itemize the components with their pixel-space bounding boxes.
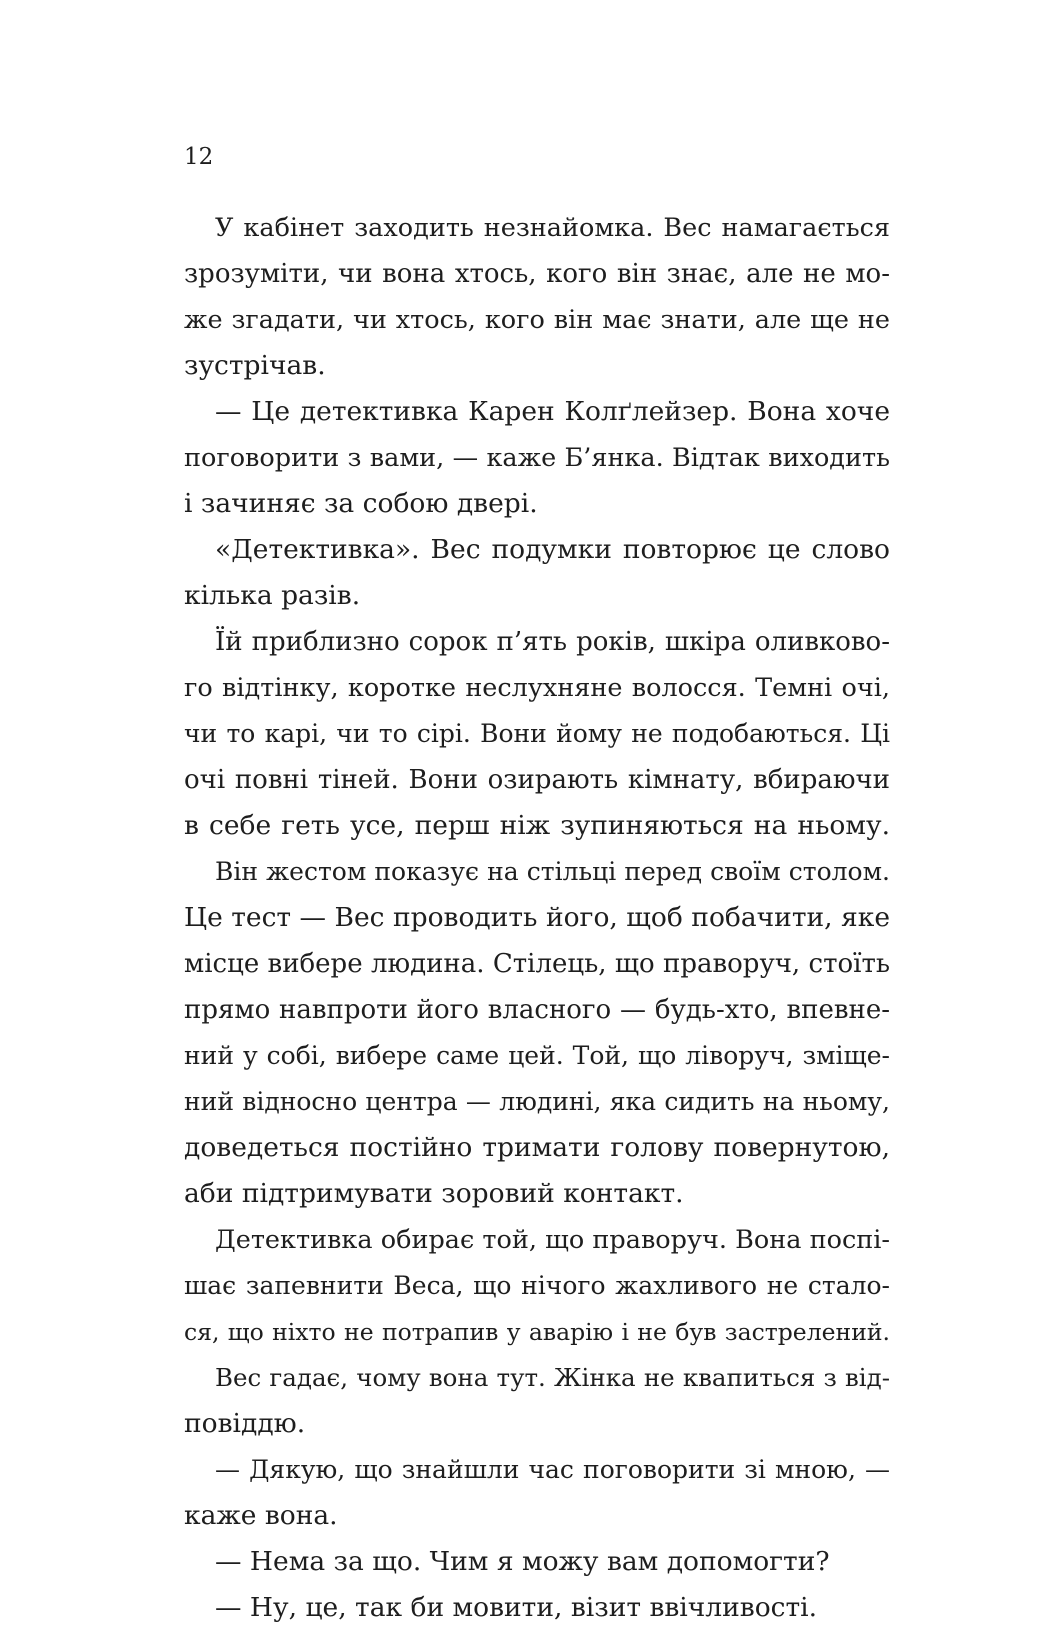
text-line: шає запевнити Веса, що нічого жахливого не стало-	[184, 1271, 890, 1300]
text-line: аби підтримувати зоровий контакт.	[184, 1178, 684, 1209]
text-line: повіддю.	[184, 1408, 306, 1439]
text-line: очі повні тіней. Вони озирають кімнату, вбираючи	[184, 765, 890, 795]
text-line: кілька разів.	[184, 580, 361, 611]
text-line: Їй приблизно сорок п’ять років, шкіра оливково-	[215, 627, 890, 657]
text-line: в себе геть усе, перш ніж зупиняються на ньому.	[184, 810, 890, 841]
text-line: — Ну, це, так би мовити, візит ввічливості.	[215, 1592, 818, 1623]
text-line: Він жестом показує на стільці перед своїм столом.	[215, 857, 890, 886]
text-line: Детективка обирає той, що праворуч. Вона поспі-	[215, 1225, 890, 1255]
text-line: доведеться постійно тримати голову повернутою,	[184, 1132, 890, 1163]
page-number: 12	[184, 144, 214, 170]
text-line: зрозуміти, чи вона хтось, кого він знає, але не мо-	[184, 259, 890, 289]
text-line: зустрічав.	[184, 350, 326, 381]
text-line: го відтінку, коротке неслухняне волосся. Темні очі,	[184, 673, 890, 703]
text-line: «Детективка». Вес подумки повторює це слово	[215, 534, 890, 565]
text-line: каже вона.	[184, 1500, 338, 1531]
text-line: — Дякую, що знайшли час поговорити зі мною, —	[215, 1455, 890, 1484]
text-line: місце вибере людина. Стілець, що праворуч, стоїть	[184, 949, 890, 979]
text-line: чи то карі, чи то сірі. Вони йому не подобаються. Ці	[184, 719, 890, 748]
text-line: ний відносно центра — людині, яка сидить на ньому,	[184, 1087, 890, 1116]
text-line: Вес гадає, чому вона тут. Жінка не квапиться з від-	[215, 1363, 890, 1392]
text-line: Це тест — Вес проводить його, щоб побачити, яке	[184, 902, 890, 933]
text-line: прямо навпроти його власного — будь-хто, впевне-	[184, 995, 890, 1025]
text-line: У кабінет заходить незнайомка. Вес намагається	[215, 213, 890, 243]
body-text	[184, 205, 890, 1631]
text-line: поговорити з вами, — каже Б’янка. Відтак виходить	[184, 443, 890, 473]
text-line: і зачиняє за собою двері.	[184, 488, 538, 519]
text-line: — Нема за що. Чим я можу вам допомогти?	[215, 1546, 830, 1577]
text-line: — Це детективка Карен Колґлейзер. Вона хоче	[215, 396, 890, 427]
text-line: ся, що ніхто не потрапив у аварію і не був застрелений.	[184, 1318, 890, 1346]
text-line: же згадати, чи хтось, кого він має знати, але ще не	[184, 305, 890, 335]
text-line: ний у собі, вибере саме цей. Той, що ліворуч, зміще-	[184, 1041, 890, 1070]
